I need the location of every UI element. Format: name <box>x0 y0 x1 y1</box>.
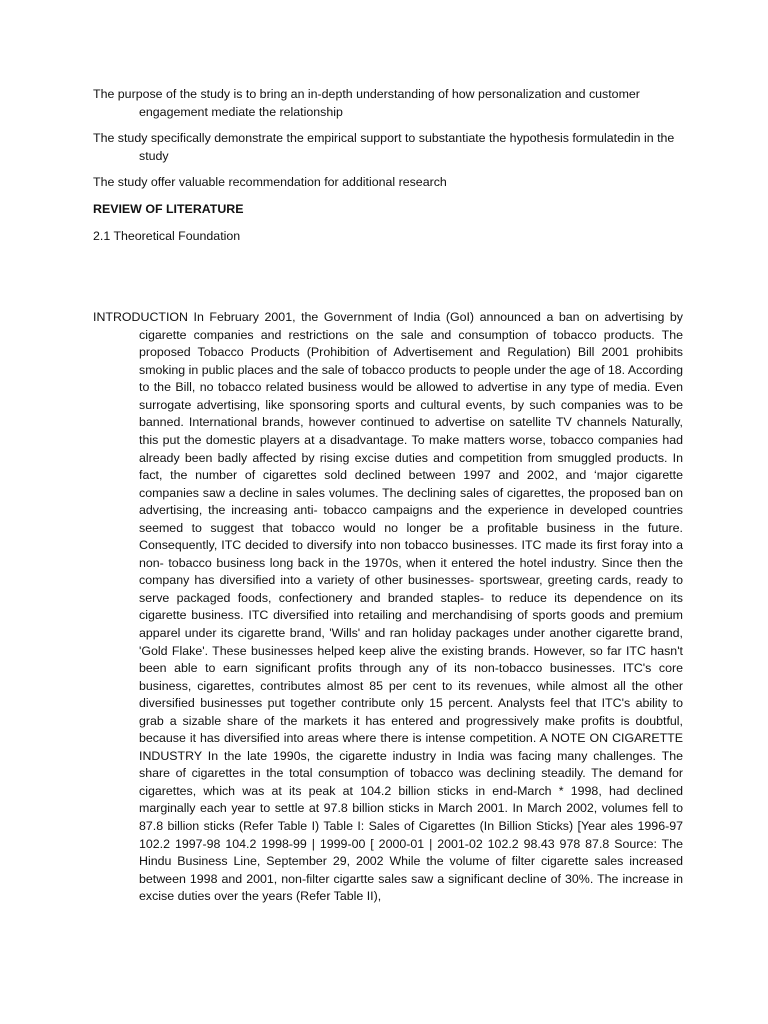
document-page <box>93 86 683 906</box>
recommendation-paragraph: The study offer valuable recommendation for additional research <box>93 175 447 190</box>
purpose-paragraph: The purpose of the study is to bring an in-depth understanding of how personalization and customer engagement mediate the relationship <box>93 87 640 119</box>
subsection-heading: 2.1 Theoretical Foundation <box>93 228 241 243</box>
introduction-paragraph: INTRODUCTION In February 2001, the Government of India (GoI) announced a ban on advertising by cigarette companies and restrictions on the sale and consumption of tobacco products. The proposed Tobacco Products (Prohibition of Advertisement and Regulation) Bill 2001 prohibits smoking in public places and the sale of tobacco products to people under the age of 18. According to the Bill, no tobacco related business would be allowed to advertise in any type of media. Even surrogate advertising, like sponsoring sports and cultural events, by such companies was to be banned. International brands, however continued to advertise on satellite TV channels Naturally, this put the domestic players at a disadvantage. To make matters worse, tobacco companies had already been badly affected by rising excise duties and competition from smuggled products. In fact, the number of cigarettes sold declined between 1997 and 2002, and ‘major cigarette companies saw a decline in sales volumes. The declining sales of cigarettes, the proposed ban on advertising, the increasing anti- tobacco campaigns and the experience in developed countries seemed to suggest that tobacco would no longer be a profitable business in the future. Consequently, ITC decided to diversify into non tobacco businesses. ITC made its first foray into a non- tobacco business long back in the 1970s, when it entered the hotel industry. Since then the company has diversified into a variety of other businesses- sportswear, greeting cards, ready to serve packaged foods, confectionery and branded staples- to reduce its dependence on its cigarette business. ITC diversified into retailing and merchandising of sports goods and premium apparel under its cigarette brand, 'Wills' and ran holiday packages under another cigarette brand, 'Gold Flake'. These businesses helped keep alive the existing brands. However, so far ITC hasn't been able to earn significant profits through any of its non-tobacco businesses. ITC's core business, cigarettes, contributes almost 85 per cent to its revenues, while almost all the other diversified businesses put together contribute only 15 percent. Analysts feel that ITC's ability to grab a sizable share of the markets it has entered and progressively make profits is doubtful, because it has diversified into areas where there is intense competition. A NOTE ON CIGARETTE INDUSTRY In the late 1990s, the cigarette industry in India was facing many challenges. The share of cigarettes in the total consumption of tobacco was declining steadily. The demand for cigarettes, which was at its peak at 104.2 billion sticks in end-March * 1998, had declined marginally each year to settle at 97.8 billion sticks in March 2001. In March 2002, volumes fell to 87.8 billion sticks (Refer Table I) Table I: Sales of Cigarettes (In Billion Sticks) [Year ales 1996-97 102.2 1997-98 104.2 1998-99 | 1999-00 [ 2000-01 | 2001-02 102.2 98.43 978 87.8 Source: The Hindu Business Line, September 29, 2002 While the volume of filter cigarette sales increased between 1998 and 2001, non-filter cigartte sales saw a significant decline of 30%. The increase in excise duties over the years (Refer Table II), <box>93 310 683 904</box>
empirical-support-paragraph: The study specifically demonstrate the empirical support to substantiate the hypothesis formulatedin in the study <box>93 131 675 163</box>
section-heading: REVIEW OF LITERATURE <box>93 201 244 216</box>
